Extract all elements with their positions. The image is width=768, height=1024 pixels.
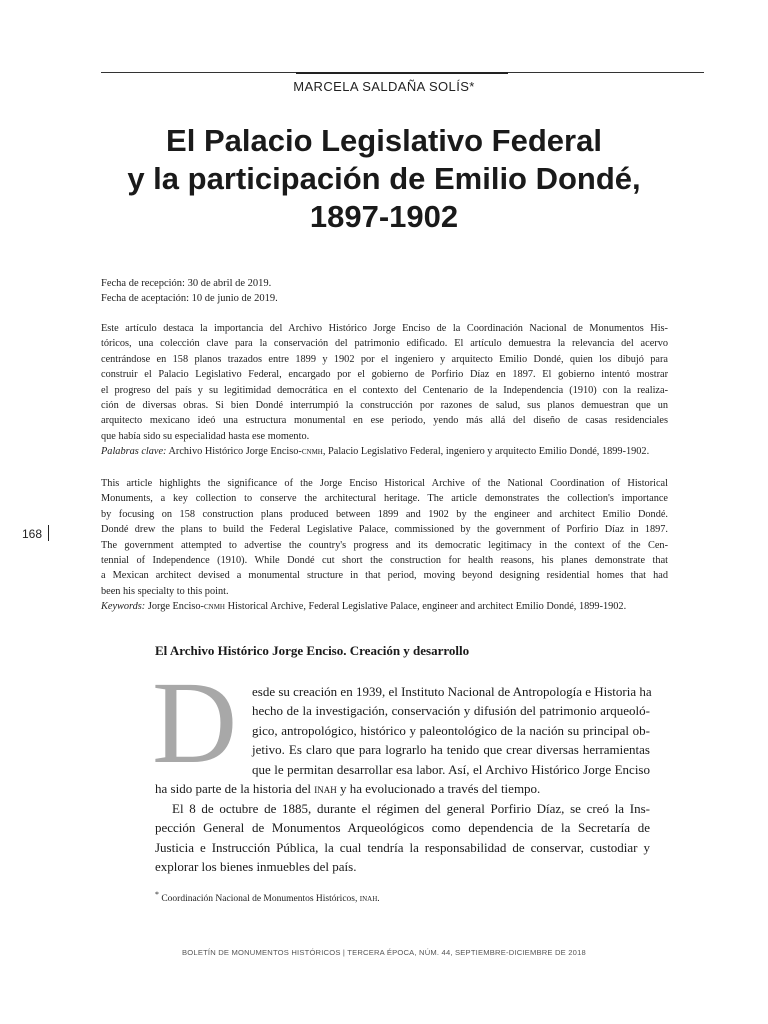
accepted-date: Fecha de aceptación: 10 de junio de 2019. bbox=[101, 293, 278, 304]
keywords-es-label: Palabras clave: bbox=[101, 446, 167, 458]
abstract-es-line: que había sido su especialidad hasta ese momento. bbox=[101, 430, 310, 442]
journal-footer: BOLETÍN DE MONUMENTOS HISTÓRICOS | TERCERA ÉPOCA, NÚM. 44, SEPTIEMBRE-DICIEMBRE DE 2018 bbox=[182, 948, 586, 957]
body-line: esde su creación en 1939, el Instituto Nacional de Antropología e Historia ha bbox=[252, 684, 652, 699]
abstract-es-line: arquitecto mexicano ideó una estructura monumental en ese periodo, yendo más allá del diseño de casas residenciales bbox=[101, 415, 668, 427]
paragraph-1-indented bbox=[252, 682, 650, 779]
paragraph-1-end bbox=[155, 779, 650, 798]
abstract-english bbox=[101, 476, 668, 615]
abstract-es-line: centrándose en 158 planos trazados entre 1899 y 1902 por el ingeniero y arquitecto Emilio Dondé, quien los dibujó para bbox=[101, 353, 668, 365]
abstract-es-line: tóricos, una colección clave para la conservación del patrimonio edificado. El artículo demuestra la relevancia del acervo bbox=[101, 338, 668, 350]
footnote-abbr: inah bbox=[359, 894, 378, 905]
body-line: explorar los bienes inmuebles del país. bbox=[155, 859, 357, 875]
abstract-en-line: been his specialty to this point. bbox=[101, 585, 229, 597]
para1-last-post: y ha evolucionado a través del tiempo. bbox=[336, 781, 541, 796]
keywords-es-abbr: cnmh bbox=[301, 446, 323, 458]
title-line-1: El Palacio Legislativo Federal bbox=[166, 123, 602, 158]
page-number-divider bbox=[48, 525, 49, 541]
para1-last-abbr: inah bbox=[314, 781, 337, 796]
abstract-en-line: a Mexican architect devised a monumental structure in that period, moving beyond designing residential homes that had bbox=[101, 570, 668, 582]
keywords-es bbox=[101, 444, 668, 459]
abstract-es-line: el progreso del país y su legitimidad democrática en el contexto del Centenario de la Independencia (1910) con la realiza- bbox=[101, 384, 668, 396]
author-name: MARCELA SALDAÑA SOLÍS* bbox=[293, 79, 475, 94]
received-date: Fecha de recepción: 30 de abril de 2019. bbox=[101, 278, 272, 289]
abstract-en-line: by focusing on 158 construction plans produced between 1899 and 1902 by the engineer and architect Emilio Dondé. bbox=[101, 508, 668, 520]
page-number: 168 bbox=[22, 527, 43, 541]
abstract-es-line: ción de diversas obras. Si bien Dondé interrumpió la construcción por razones de salud, sus planos demuestran que un bbox=[101, 400, 668, 412]
article-title bbox=[60, 122, 708, 236]
abstract-spanish bbox=[101, 321, 668, 460]
body-line: que le permitan desarrollar esa labor. Así, el Archivo Histórico Jorge Enciso bbox=[252, 761, 650, 777]
keywords-en-pre: Jorge Enciso- bbox=[147, 601, 204, 613]
abstract-en-line: The government attempted to advertise the country's progress and its democratic legitimacy in the context of the Cen- bbox=[101, 539, 668, 551]
article-dates bbox=[101, 276, 278, 306]
title-line-3: 1897-1902 bbox=[309, 199, 459, 234]
section-heading: El Archivo Histórico Jorge Enciso. Creación y desarrollo bbox=[155, 643, 470, 658]
keywords-en-label: Keywords: bbox=[101, 601, 146, 613]
para1-last-pre: ha sido parte de la historia del bbox=[155, 781, 315, 796]
abstract-en-line: This article highlights the significance of the Jorge Enciso Historical Archive of the National Coordination of Historical bbox=[101, 478, 668, 489]
abstract-en-line: tennial of Independence (1910). While Dondé cut short the construction for health reasons, his planes demonstrate that bbox=[101, 555, 668, 567]
body-line: hecho de la investigación, conservación y difusión del patrimonio arqueoló- bbox=[252, 703, 650, 719]
header-rule-accent bbox=[296, 72, 508, 74]
body-line: pección General de Monumentos Arqueológicos como dependencia de la Secretaría de bbox=[155, 820, 650, 836]
body-line: gico, antropológico, histórico y paleontológico de la nación su principal ob- bbox=[252, 722, 650, 738]
abstract-es-line: construir el Palacio Legislativo Federal, encargado por el gobierno de Porfirio Díaz en 1897. El gobierno intentó mostrar bbox=[101, 369, 668, 381]
keywords-en-post: Historical Archive, Federal Legislative Palace, engineer and architect Emilio Dondé, 1899-1902. bbox=[227, 601, 627, 613]
keywords-en-abbr: cnmh bbox=[203, 601, 225, 613]
footnote bbox=[155, 890, 380, 904]
footnote-text-post: . bbox=[377, 894, 380, 905]
body-line bbox=[155, 779, 650, 798]
abstract-en-line: Dondé drew the plans to build the Federal Legislative Palace, commissioned by the government of Porfirio Díaz in 1897. bbox=[101, 524, 668, 536]
footnote-text-pre: Coordinación Nacional de Monumentos Históricos, bbox=[158, 894, 360, 905]
keywords-es-pre: Archivo Histórico Jorge Enciso- bbox=[168, 446, 302, 458]
title-line-2: y la participación de Emilio Dondé, bbox=[127, 161, 641, 196]
keywords-en bbox=[101, 599, 668, 614]
abstract-es-line: Este artículo destaca la importancia del Archivo Histórico Jorge Enciso de la Coordinación Nacional de Monumentos His- bbox=[101, 323, 668, 334]
body-line: El 8 de octubre de 1885, durante el régimen del general Porfirio Díaz, se creó la Ins- bbox=[172, 801, 650, 816]
keywords-es-post: , Palacio Legislativo Federal, ingeniero y arquitecto Emilio Dondé, 1899-1902. bbox=[322, 446, 650, 458]
body-line: jetivo. Es claro que para lograrlo ha tenido que crear diversas herramientas bbox=[252, 742, 650, 758]
body-line: Justicia e Instrucción Pública, la cual tendría la responsabilidad de conservar, custodiar y bbox=[155, 839, 650, 855]
footnote-mark: * bbox=[155, 890, 159, 899]
drop-cap: D bbox=[152, 657, 238, 788]
abstract-en-line: Monuments, a key collection to conserve the architectural heritage. The article demonstrates the collection's importance bbox=[101, 493, 668, 505]
paragraph-2 bbox=[155, 799, 650, 877]
